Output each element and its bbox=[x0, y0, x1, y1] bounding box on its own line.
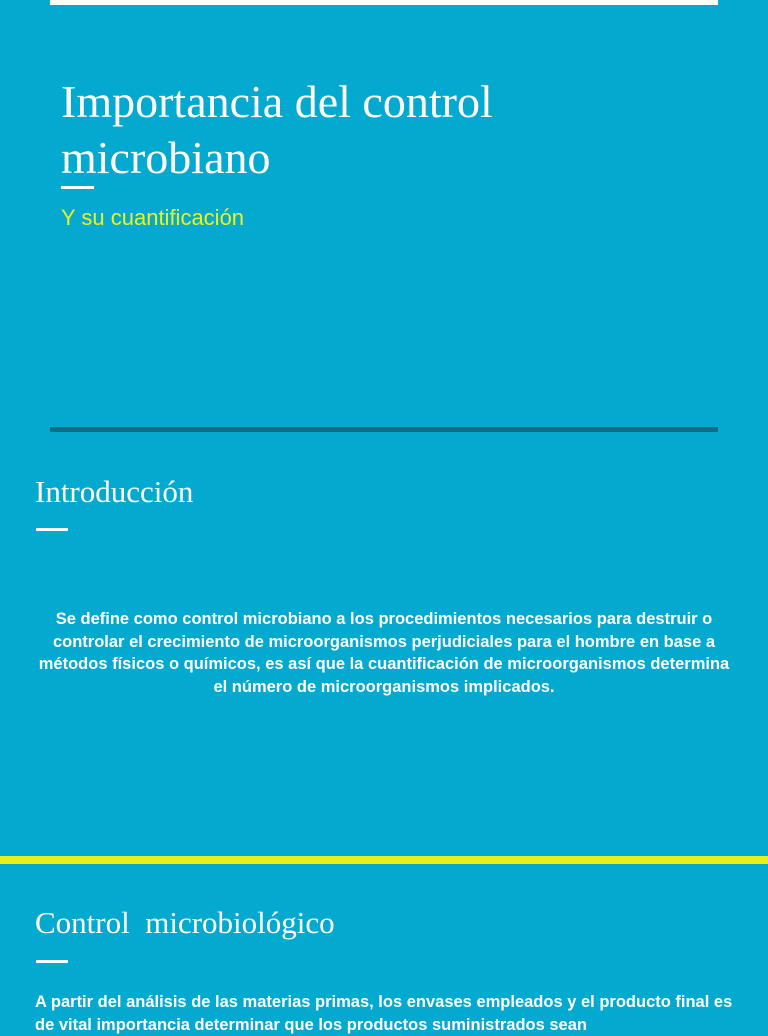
title-underline bbox=[61, 186, 94, 189]
introduction-underline bbox=[36, 528, 68, 531]
introduction-heading: Introducción bbox=[35, 474, 194, 509]
slide-accent-bar bbox=[0, 856, 768, 864]
control-underline bbox=[36, 960, 68, 963]
control-slide bbox=[0, 864, 768, 1034]
introduction-body: Se define como control microbiano a los procedimientos necesarios para destruir o controlar el crecimiento de microorganismos perjudiciales para el hombre en base a métodos físicos o químicos, es así que la cuantificación de microorganismos determina el número de microorganismos implicados. bbox=[38, 610, 730, 696]
presentation-title: Importancia del control microbiano bbox=[61, 76, 493, 183]
control-body: A partir del análisis de las materias primas, los envases empleados y el producto final es de vital importancia determinar que los productos suministrados sean bbox=[35, 993, 733, 1034]
control-heading: Control microbiológico bbox=[35, 905, 335, 940]
top-border-bar bbox=[50, 0, 718, 5]
presentation-subtitle: Y su cuantificación bbox=[61, 205, 245, 230]
introduction-slide bbox=[0, 432, 768, 856]
title-slide bbox=[0, 0, 768, 430]
